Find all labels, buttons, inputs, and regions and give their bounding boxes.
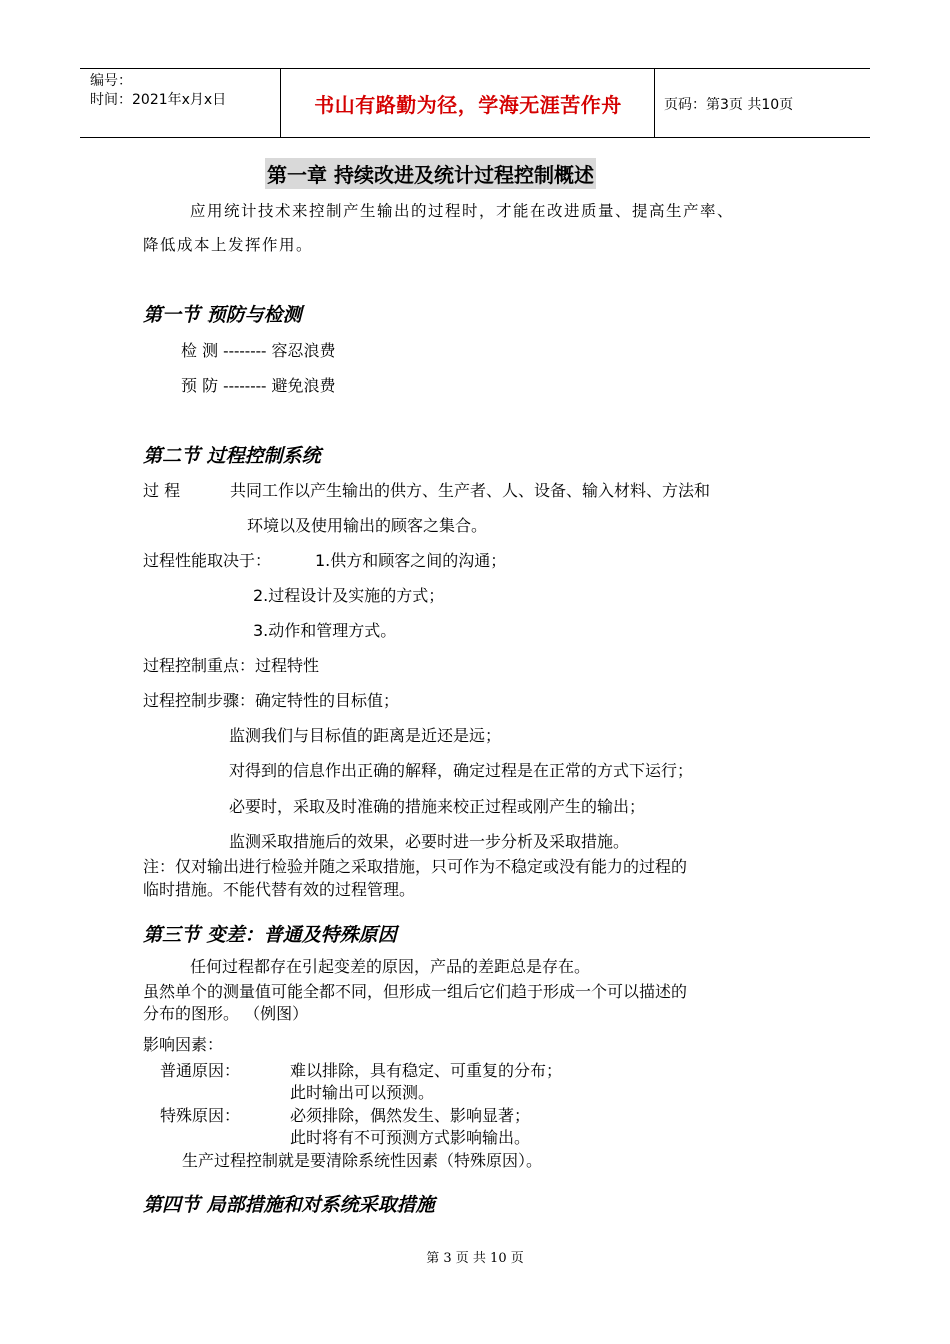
- variation-line-1: 任何过程都存在引起变差的原因，产品的差距总是存在。: [190, 957, 591, 976]
- variation-line-2: 虽然单个的测量值可能全都不同，但形成一组后它们趋于形成一个可以描述的: [143, 982, 688, 1001]
- process-definition-2: 环境以及使用输出的顾客之集合。: [247, 516, 488, 535]
- number-label: 编号：: [90, 73, 132, 89]
- section-1-heading: 第一节 预防与检测: [143, 304, 302, 326]
- intro-line-2: 降低成本上发挥作用。: [143, 236, 314, 254]
- common-cause-label: 普通原因：: [160, 1061, 241, 1080]
- header-divider: [654, 69, 655, 137]
- note-line-1: 注：仅对输出进行检验并随之采取措施，只可作为不稳定或没有能力的过程的: [143, 857, 688, 876]
- performance-item-1: [315, 548, 506, 571]
- item-number: 2.: [253, 586, 269, 605]
- performance-item-2: [253, 583, 444, 606]
- header-page-info: 页码：第3页 共10页: [664, 97, 794, 113]
- performance-label: 过程性能取决于：: [143, 551, 272, 570]
- page-footer: 第 3 页 共 10 页: [426, 1251, 524, 1266]
- control-step: 监测我们与目标值的距离是近还是远；: [229, 726, 502, 745]
- control-focus: 过程控制重点：过程特性: [143, 656, 320, 675]
- section-3-heading: 第三节 变差：普通及特殊原因: [143, 924, 397, 946]
- special-cause-label: 特殊原因：: [160, 1106, 241, 1125]
- header-meta: [90, 72, 226, 110]
- page-header: [80, 68, 870, 138]
- control-steps-label: 过程控制步骤：确定特性的目标值；: [143, 691, 400, 710]
- item-number: 1.: [315, 551, 331, 570]
- factors-label: 影响因素：: [143, 1035, 224, 1054]
- chapter-title: 第一章 持续改进及统计过程控制概述: [265, 158, 596, 189]
- process-definition-1: 共同工作以产生输出的供方、生产者、人、设备、输入材料、方法和: [230, 481, 711, 500]
- item-text: 过程设计及实施的方式；: [268, 586, 445, 605]
- special-cause-line-1: 必须排除，偶然发生、影响显著；: [290, 1106, 531, 1125]
- time-label: 时间：2021年x月x日: [90, 92, 227, 108]
- item-number: 3.: [253, 621, 269, 640]
- control-step: 对得到的信息作出正确的解释，确定过程是在正常的方式下运行；: [229, 761, 694, 780]
- item-text: 动作和管理方式。: [268, 621, 397, 640]
- prevent-row: 预 防 -------- 避免浪费: [181, 376, 336, 395]
- variation-line-3: 分布的图形。 （例图）: [143, 1004, 309, 1023]
- intro-line-1: 应用统计技术来控制产生输出的过程时，才能在改进质量、提高生产率、: [190, 202, 735, 220]
- detect-row: 检 测 -------- 容忍浪费: [181, 341, 336, 360]
- item-text: 供方和顾客之间的沟通；: [330, 551, 507, 570]
- special-cause-line-2: 此时将有不可预测方式影响输出。: [290, 1128, 531, 1147]
- note-line-2: 临时措施。不能代替有效的过程管理。: [143, 880, 416, 899]
- section-2-heading: 第二节 过程控制系统: [143, 445, 321, 467]
- section-4-heading: 第四节 局部措施和对系统采取措施: [143, 1194, 435, 1216]
- header-motto: 书山有路勤为径，学海无涯苦作舟: [314, 93, 622, 117]
- header-divider: [280, 69, 281, 137]
- control-step: 必要时，采取及时准确的措施来校正过程或刚产生的输出；: [229, 797, 646, 816]
- common-cause-line-1: 难以排除，具有稳定、可重复的分布；: [290, 1061, 563, 1080]
- performance-item-3: [253, 618, 396, 641]
- common-cause-line-2: 此时输出可以预测。: [290, 1083, 435, 1102]
- control-step: 监测采取措施后的效果，必要时进一步分析及采取措施。: [229, 832, 630, 851]
- process-label: 过 程: [143, 481, 181, 500]
- conclusion: 生产过程控制就是要清除系统性因素（特殊原因）。: [182, 1151, 543, 1170]
